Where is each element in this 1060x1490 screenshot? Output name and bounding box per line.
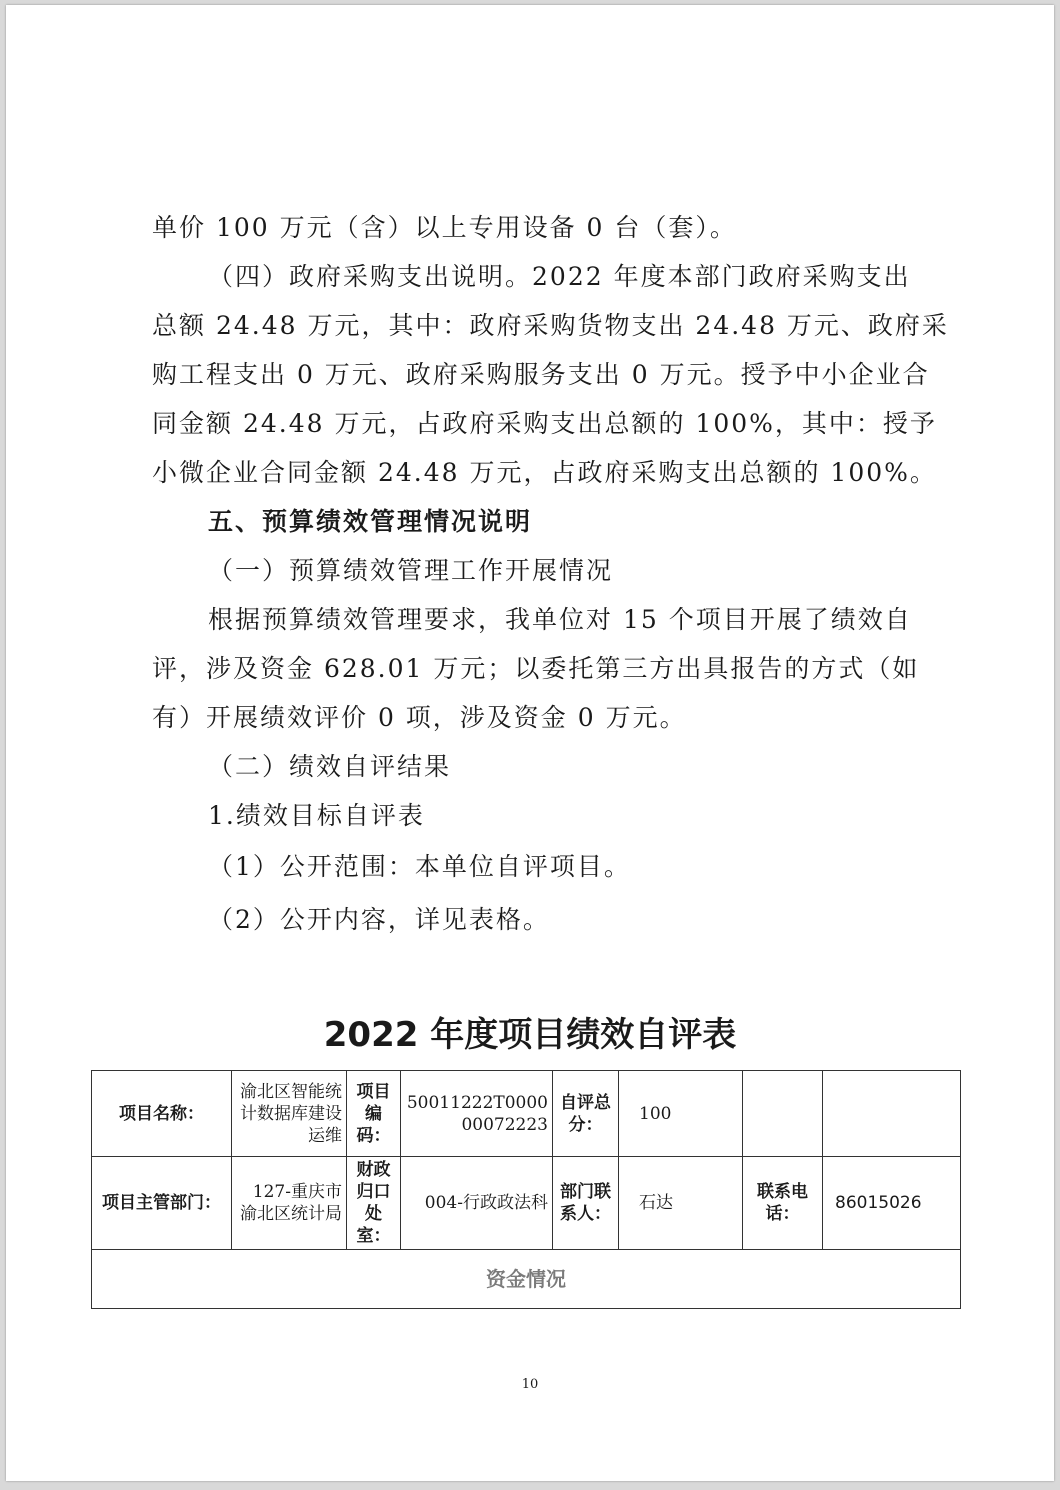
- paragraph-line: 同金额 24.48 万元，占政府采购支出总额的 100%，其中：授予: [152, 409, 937, 438]
- empty-cell: [823, 1071, 961, 1157]
- project-code-label: 项目编码：: [347, 1071, 401, 1157]
- evaluation-table: [91, 1070, 961, 1309]
- paragraph-line: 1.绩效目标自评表: [208, 801, 425, 830]
- paragraph-line: 单价 100 万元（含）以上专用设备 0 台（套）。: [152, 213, 737, 242]
- table-row: [92, 1071, 961, 1157]
- phone-label: 联系电话：: [743, 1157, 823, 1250]
- subsection-heading: （二）绩效自评结果: [208, 752, 452, 781]
- page-number: 10: [521, 1377, 539, 1392]
- paragraph-line: 有）开展绩效评价 0 项，涉及资金 0 万元。: [152, 703, 687, 732]
- paragraph-line: 购工程支出 0 万元、政府采购服务支出 0 万元。授予中小企业合: [152, 360, 930, 389]
- self-score-value: 100: [619, 1071, 743, 1157]
- project-name-value: 渝北区智能统计数据库建设运维: [232, 1071, 347, 1157]
- empty-cell: [743, 1071, 823, 1157]
- paragraph-line: 根据预算绩效管理要求，我单位对 15 个项目开展了绩效自: [208, 605, 912, 634]
- dept-value: 127-重庆市渝北区统计局: [232, 1157, 347, 1250]
- table-row: [92, 1157, 961, 1250]
- project-code-value: 50011222T000000072223: [401, 1071, 553, 1157]
- contact-value: 石达: [619, 1157, 743, 1250]
- self-score-label: 自评总分：: [553, 1071, 619, 1157]
- paragraph-line: （1）公开范围：本单位自评项目。: [208, 852, 631, 881]
- contact-label: 部门联系人：: [553, 1157, 619, 1250]
- paragraph-line: 小微企业合同金额 24.48 万元，占政府采购支出总额的 100%。: [152, 458, 937, 487]
- table-row: [92, 1250, 961, 1309]
- phone-value: 86015026: [823, 1157, 961, 1250]
- paragraph-line: 总额 24.48 万元，其中：政府采购货物支出 24.48 万元、政府采: [152, 311, 949, 340]
- table-title: 2022 年度项目绩效自评表: [323, 1015, 737, 1055]
- funds-section-header: 资金情况: [92, 1250, 961, 1309]
- subsection-heading: （一）预算绩效管理工作开展情况: [208, 556, 614, 585]
- paragraph-line: （四）政府采购支出说明。2022 年度本部门政府采购支出: [208, 262, 911, 291]
- project-name-label: 项目名称：: [92, 1071, 232, 1157]
- dept-label: 项目主管部门：: [92, 1157, 232, 1250]
- section-heading: 五、预算绩效管理情况说明: [208, 507, 533, 536]
- finance-label: 财政归口处室：: [347, 1157, 401, 1250]
- paragraph-line: （2）公开内容，详见表格。: [208, 905, 550, 934]
- paragraph-line: 评，涉及资金 628.01 万元；以委托第三方出具报告的方式（如: [152, 654, 920, 683]
- finance-value: 004-行政政法科: [401, 1157, 553, 1250]
- document-page: [6, 5, 1054, 1481]
